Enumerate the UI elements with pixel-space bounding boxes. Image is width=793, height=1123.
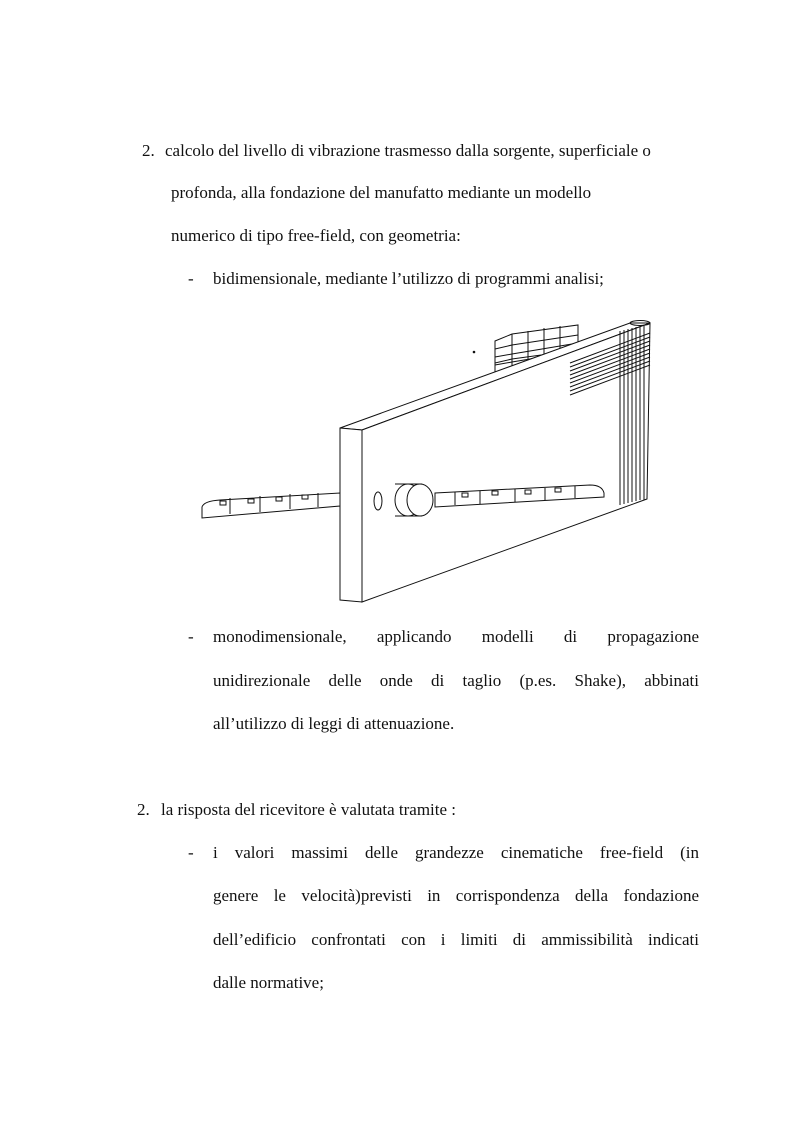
bullet-dash: -: [188, 627, 194, 646]
bullet-text-line4: dalle normative;: [213, 973, 324, 992]
section2-number: 2.: [137, 800, 150, 819]
bullet-text-line2: unidirezionale delle onde di taglio (p.es. Shake), abbinati: [213, 671, 699, 690]
section1-number: 2.: [142, 141, 155, 160]
bullet-text-line3: all’utilizzo di leggi di attenuazione.: [213, 714, 455, 733]
section1-text-line2: profonda, alla fondazione del manufatto mediante un modello: [171, 183, 592, 202]
bullet-text-line1: i valori massimi delle grandezze cinematiche free-field (in: [213, 843, 699, 862]
bullet-text-line3: dell’edificio confrontati con i limiti di ammissibilità indicati: [213, 930, 699, 949]
section1-text-line3: numerico di tipo free-field, con geometria:: [171, 226, 461, 245]
bullet-text-line2: genere le velocità)previsti in corrispondenza della fondazione: [213, 886, 699, 905]
bullet-text-line1: monodimensionale, applicando modelli di propagazione: [213, 627, 699, 646]
bullet-text: bidimensionale, mediante l’utilizzo di programmi analisi;: [213, 269, 604, 288]
section1-text-line1: calcolo del livello di vibrazione trasmesso dalla sorgente, superficiale o: [165, 141, 651, 160]
bullet-dash: -: [188, 269, 194, 288]
train-left: [202, 493, 340, 518]
bullet-dash: -: [188, 843, 194, 862]
section2-text-line1: la risposta del ricevitore è valutata tramite :: [161, 800, 457, 819]
tunnel-model-figure: [190, 315, 660, 615]
